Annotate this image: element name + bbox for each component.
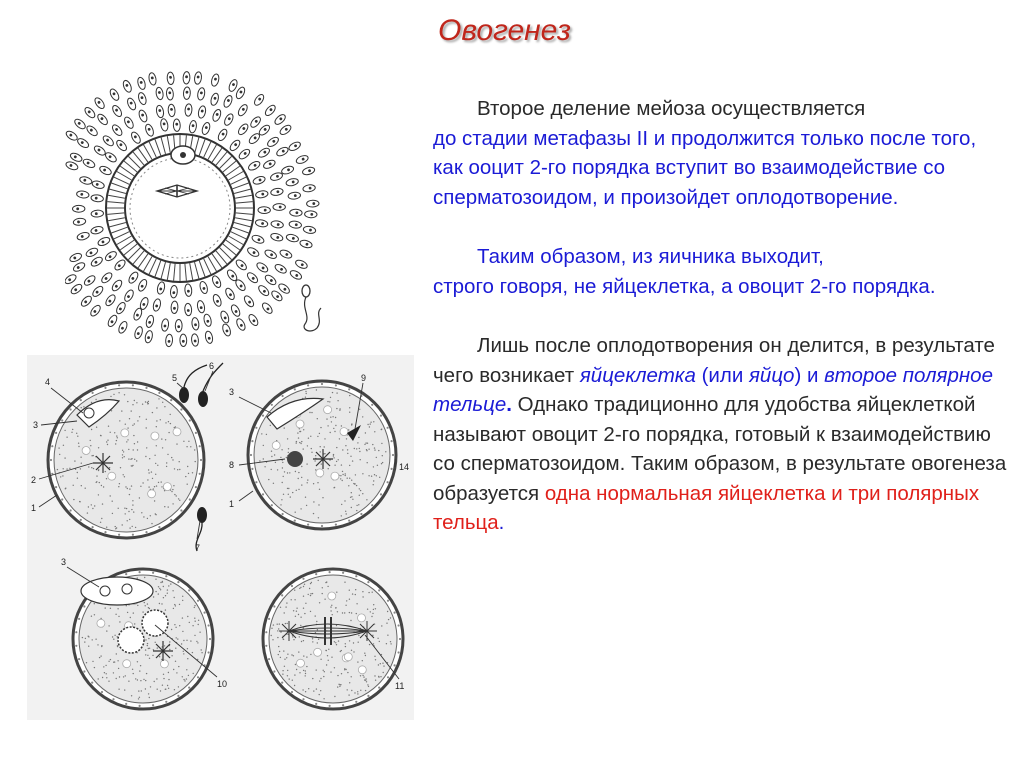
paragraph-2-line1: Таким образом, из яичника выходит,: [477, 245, 824, 268]
paragraph-2-rest: строго говоря, не яйцеклетка, а овоцит 2-го порядка.: [433, 274, 936, 298]
paragraph-3-s10: .: [498, 511, 505, 534]
paragraph-1: [433, 94, 1008, 212]
stage-sperm-penetration: [48, 382, 204, 538]
label-5: 5: [172, 373, 178, 383]
slide-title: Овогенез: [438, 14, 571, 47]
spermatozoon: [302, 285, 321, 331]
label-11: 11: [395, 681, 405, 691]
text-column: [433, 94, 1008, 538]
fertilization-stages-drawing: [27, 355, 414, 720]
label-3b: 3: [229, 387, 235, 397]
paragraph-3-s3: (или: [695, 363, 749, 387]
label-4: 4: [45, 377, 51, 387]
chromosome-star-a: [93, 453, 113, 473]
paragraph-3: [433, 331, 1008, 538]
stage-pronuclei-approach: [248, 381, 396, 529]
label-3: 3: [33, 420, 39, 430]
oocyte-corona-drawing: [65, 58, 345, 348]
term-egg: яйцо: [748, 363, 795, 387]
label-9: 9: [361, 373, 367, 383]
term-egg-cell: яйцеклетка: [579, 363, 696, 387]
oocyte-corona-illustration: [65, 58, 345, 348]
paragraph-3-s7: .: [506, 393, 512, 416]
label-3c: 3: [61, 557, 67, 567]
paragraph-3-highlight: одна нормальная яйцеклетка и три полярных тельца: [433, 481, 980, 534]
label-10: 10: [217, 679, 228, 689]
female-pronucleus: [287, 451, 303, 467]
label-6: 6: [209, 361, 215, 371]
oocyte-membrane: [125, 153, 235, 263]
polar-body-nucleus-a: [84, 408, 94, 418]
paragraph-3-s1: Лишь после оплодотворения он делится, в результате чего возникает: [433, 334, 995, 387]
centrosome-star-d-left: [279, 621, 299, 641]
label-7: 7: [195, 543, 201, 553]
label-2: 2: [31, 475, 37, 485]
chromosome-star-b: [313, 449, 333, 469]
paragraph-1-rest: до стадии метафазы II и продолжится только после того, как ооцит 2-го порядка вступит во взаимодействие со сперматозоидом, и произойдет оплодотворение.: [433, 126, 977, 209]
paragraph-1-line1: Второе деление мейоза осуществляется: [477, 97, 866, 120]
label-14: 14: [399, 462, 410, 472]
paragraph-3-s8: Однако традиционно для удобства яйцеклеткой называют овоцит 2-го порядка, готовый к взаимодействию со сперматозоидом. Таким образом, в результате овогенеза образуется: [433, 393, 1007, 505]
polar-bodies-c: [81, 577, 153, 605]
paragraph-2: [433, 242, 1008, 301]
label-1: 1: [31, 503, 37, 513]
term-second-polar-body: второе полярное тельце: [433, 363, 993, 416]
chromosome-star-c: [153, 641, 173, 661]
fertilization-stages-illustration: [27, 355, 414, 720]
paragraph-3-s5: ) и: [794, 363, 825, 387]
label-8: 8: [229, 460, 235, 470]
first-polar-body: [171, 146, 195, 164]
label-1b: 1: [229, 499, 235, 509]
